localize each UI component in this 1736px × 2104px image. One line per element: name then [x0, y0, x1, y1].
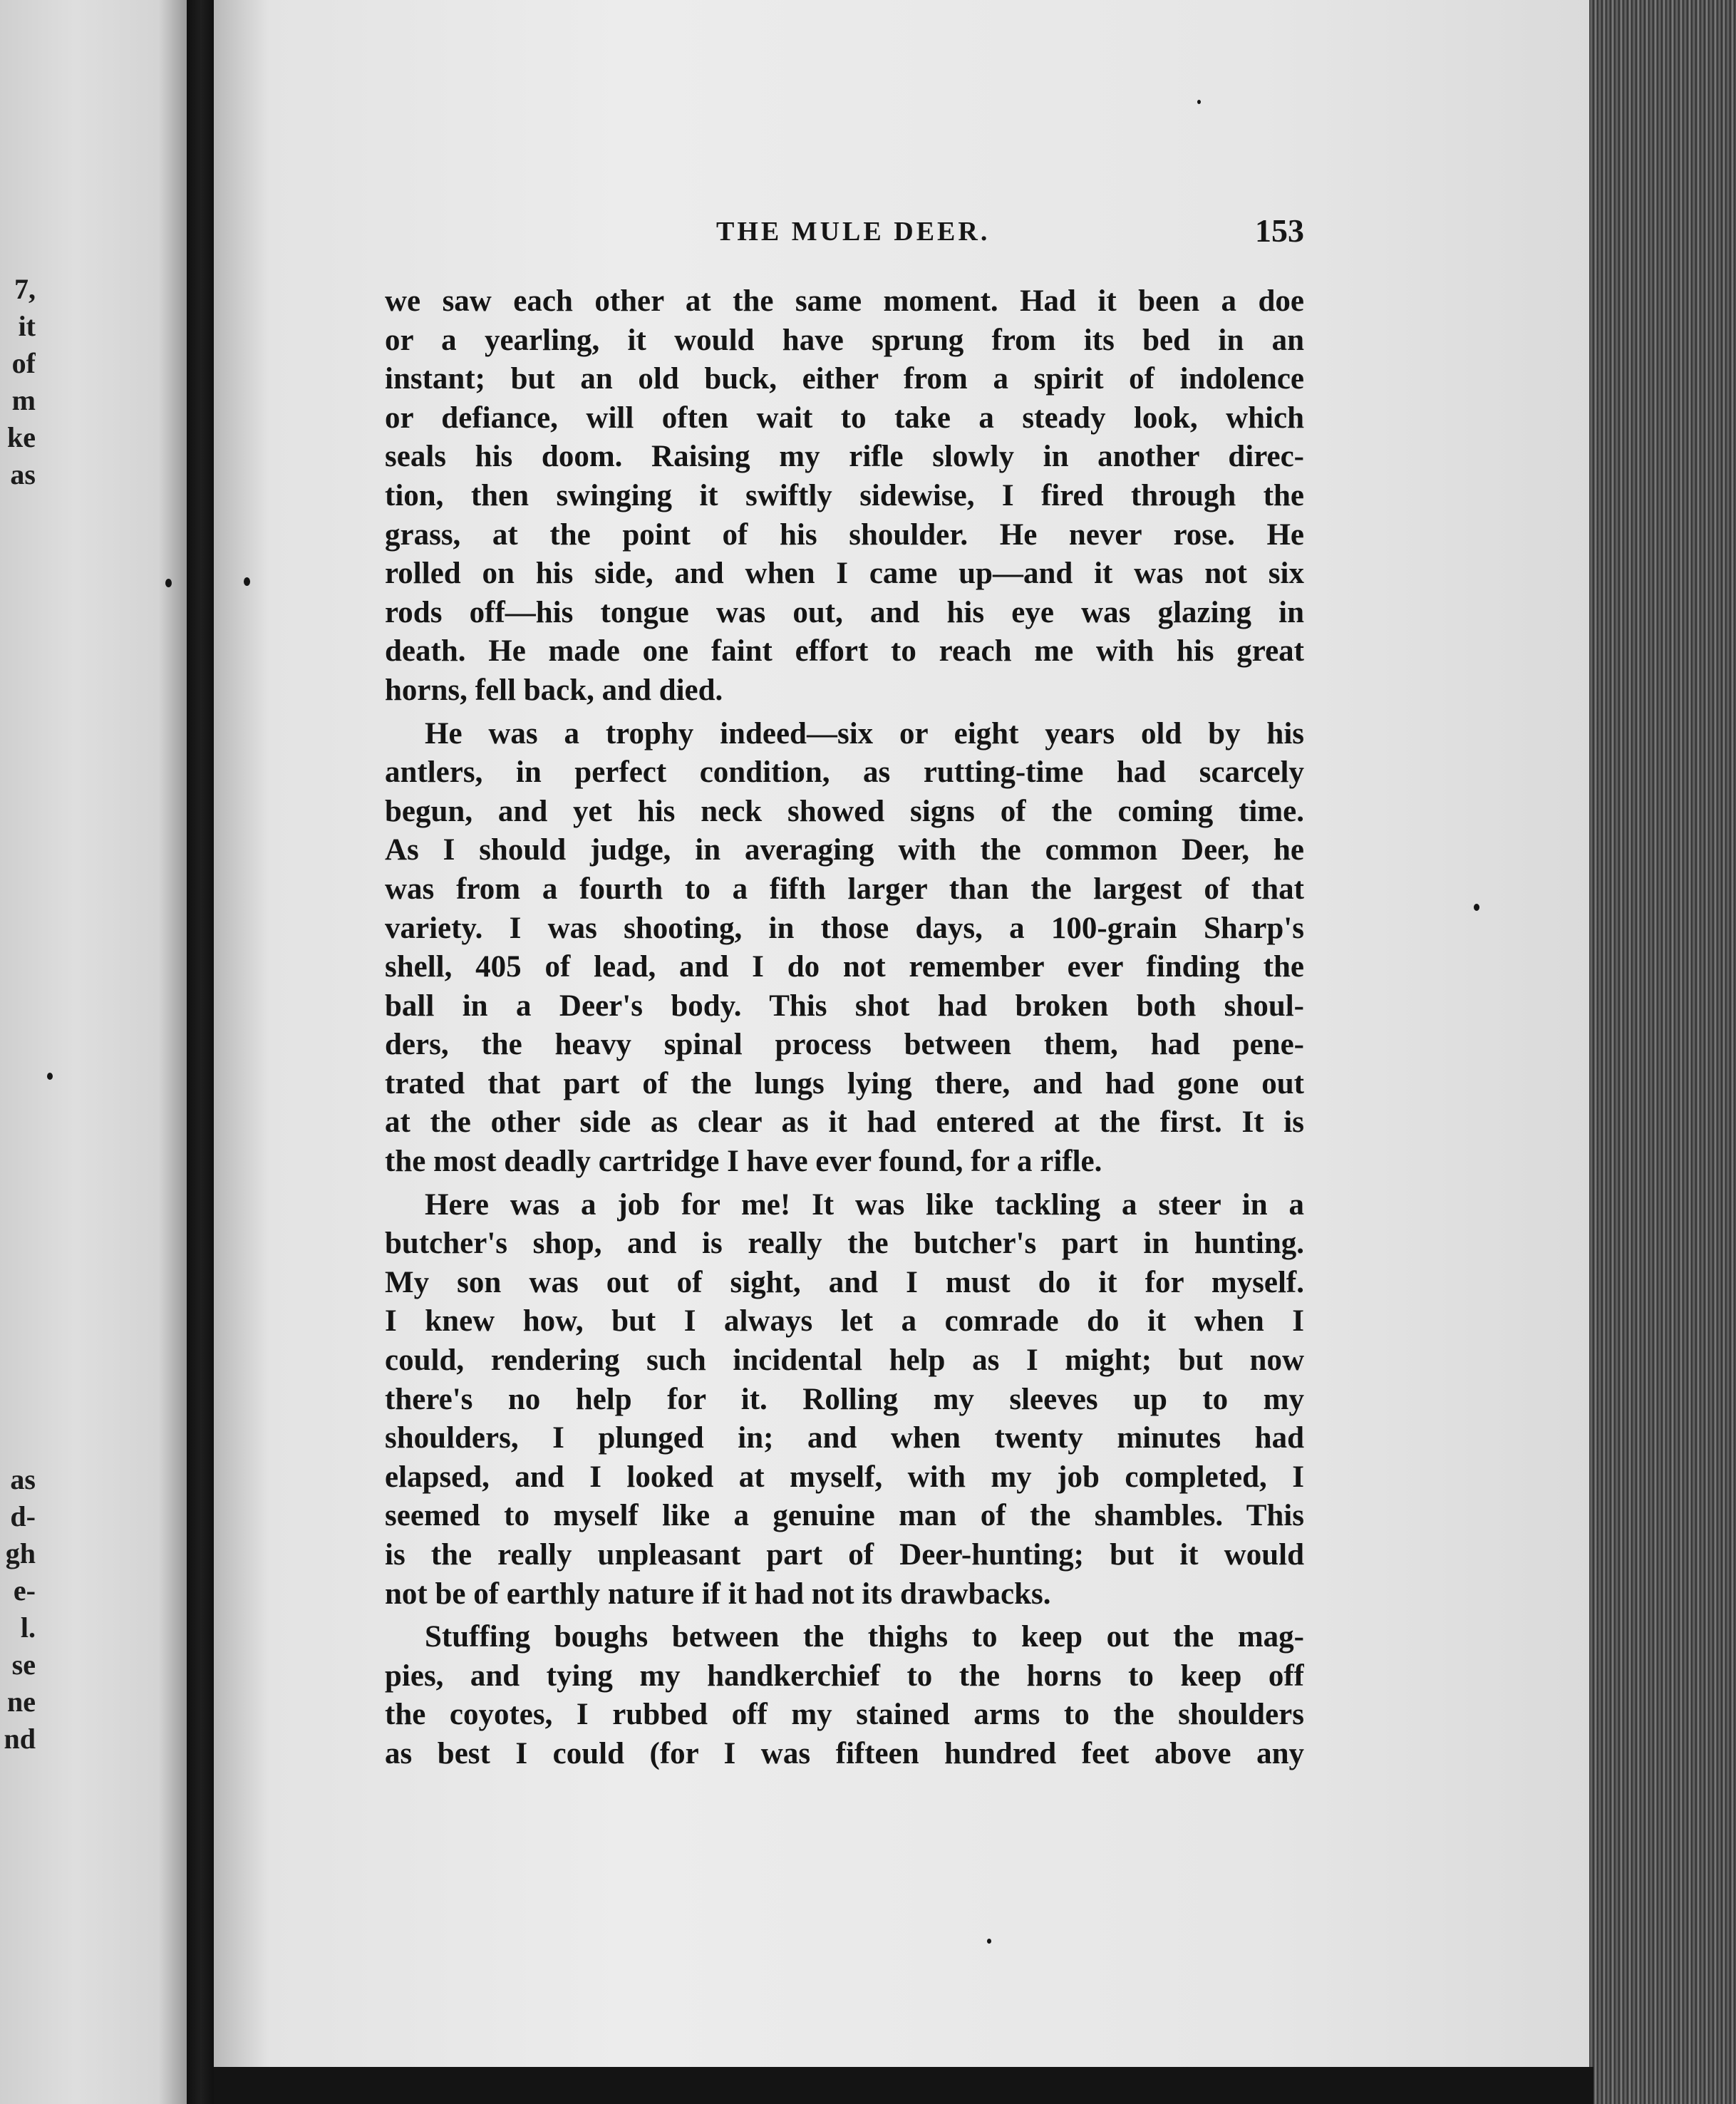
text-line: not be of earthly nature if it had not its drawbacks.: [385, 1577, 1051, 1611]
scan-speck: [244, 577, 250, 586]
text-line: butcher's shop, and is really the butcher's part in hunting.: [385, 1227, 1304, 1261]
text-line: ball in a Deer's body. This shot had broken both shoul-: [385, 989, 1304, 1023]
paragraph: [385, 1618, 1304, 1773]
text-line: the most deadly cartridge I have ever found, for a rifle.: [385, 1145, 1102, 1179]
text-line: there's no help for it. Rolling my sleeves up to my: [385, 1382, 1304, 1416]
text-line: is the really unpleasant part of Deer-hunting; but it would: [385, 1538, 1304, 1572]
left-page-fragment: m: [11, 384, 36, 416]
left-page-text-fragments-top: [0, 271, 36, 493]
page-number: 153: [1255, 212, 1304, 249]
text-line: tion, then swinging it swiftly sidewise, I fired through the: [385, 478, 1304, 512]
left-page-fragment: ne: [7, 1686, 36, 1718]
text-line: pies, and tying my handkerchief to the horns to keep off: [385, 1659, 1304, 1693]
text-line: Here was a job for me! It was like tackling a steer in a: [425, 1187, 1304, 1222]
left-facing-page: [0, 0, 187, 2104]
page-edges: [1589, 0, 1736, 2104]
text-line: begun, and yet his neck showed signs of the coming time.: [385, 794, 1304, 828]
text-line: seemed to myself like a genuine man of the shambles. This: [385, 1499, 1304, 1533]
left-page-text-fragments-bottom: [0, 1461, 36, 1758]
text-line: could, rendering such incidental help as I might; but now: [385, 1344, 1304, 1378]
text-line: was from a fourth to a fifth larger than the largest of that: [385, 872, 1304, 906]
left-page-fragment: gh: [5, 1537, 36, 1569]
left-page-fragment: d-: [10, 1500, 36, 1532]
text-line: ders, the heavy spinal process between them, had pene-: [385, 1028, 1304, 1062]
text-line: seals his doom. Raising my rifle slowly in another direc-: [385, 440, 1304, 474]
text-line: shell, 405 of lead, and I do not remember ever finding the: [385, 950, 1304, 984]
text-line: rods off—his tongue was out, and his eye was glazing in: [385, 595, 1304, 629]
left-page-fragment: as: [10, 1463, 36, 1495]
paragraph: [385, 715, 1304, 1182]
text-line: death. He made one faint effort to reach me with his great: [385, 634, 1304, 669]
running-head-title: THE MULE DEER.: [716, 217, 991, 247]
left-page-fragment: l.: [20, 1611, 36, 1644]
text-line: elapsed, and I looked at myself, with my job completed, I: [385, 1460, 1304, 1494]
left-page-fragment: it: [18, 310, 36, 342]
scan-speck: [1197, 100, 1201, 104]
text-line: I knew how, but I always let a comrade do it when I: [385, 1304, 1304, 1339]
text-line: antlers, in perfect condition, as rutting-time had scarcely: [385, 756, 1304, 790]
scan-speck: [165, 579, 172, 587]
scan-speck: [47, 1073, 53, 1080]
text-line: or a yearling, it would have sprung from its bed in an: [385, 323, 1304, 357]
text-line: rolled on his side, and when I came up—and it was not six: [385, 557, 1304, 591]
text-line: shoulders, I plunged in; and when twenty minutes had: [385, 1421, 1304, 1455]
text-line: as best I could (for I was fifteen hundred feet above any: [385, 1736, 1304, 1770]
text-line: instant; but an old buck, either from a spirit of indolence: [385, 362, 1304, 396]
left-page-fragment: nd: [4, 1723, 36, 1755]
text-line: at the other side as clear as it had entered at the first. It is: [385, 1105, 1304, 1140]
text-line: grass, at the point of his shoulder. He never rose. He: [385, 517, 1304, 552]
running-head: [385, 212, 1304, 259]
left-page-fragment: se: [11, 1649, 36, 1681]
text-line: He was a trophy indeed—six or eight years old by his: [425, 716, 1304, 751]
text-line: the coyotes, I rubbed off my stained arms to the shoulders: [385, 1698, 1304, 1732]
bottom-edge: [214, 2067, 1593, 2104]
text-line: trated that part of the lungs lying there, and had gone out: [385, 1066, 1304, 1100]
text-line: As I should judge, in averaging with the common Deer, he: [385, 833, 1304, 867]
text-line: variety. I was shooting, in those days, a 100-grain Sharp's: [385, 911, 1304, 945]
text-line: or defiance, will often wait to take a steady look, which: [385, 401, 1304, 435]
left-page-fragment: as: [10, 458, 36, 490]
scan-speck: [987, 1939, 991, 1944]
body-text: [385, 282, 1304, 1774]
scan-speck: [1474, 904, 1479, 911]
left-page-fragment: e-: [13, 1574, 36, 1607]
text-line: horns, fell back, and died.: [385, 673, 723, 707]
paragraph: [385, 1186, 1304, 1614]
left-page-fragment: 7,: [14, 273, 36, 305]
text-line: My son was out of sight, and I must do it for myself.: [385, 1265, 1304, 1299]
paragraph: [385, 282, 1304, 711]
left-page-fragment: of: [11, 347, 36, 379]
text-line: we saw each other at the same moment. Had it been a doe: [385, 284, 1304, 318]
left-page-fragment: ke: [7, 421, 36, 453]
text-line: Stuffing boughs between the thighs to keep out the mag-: [425, 1620, 1304, 1654]
